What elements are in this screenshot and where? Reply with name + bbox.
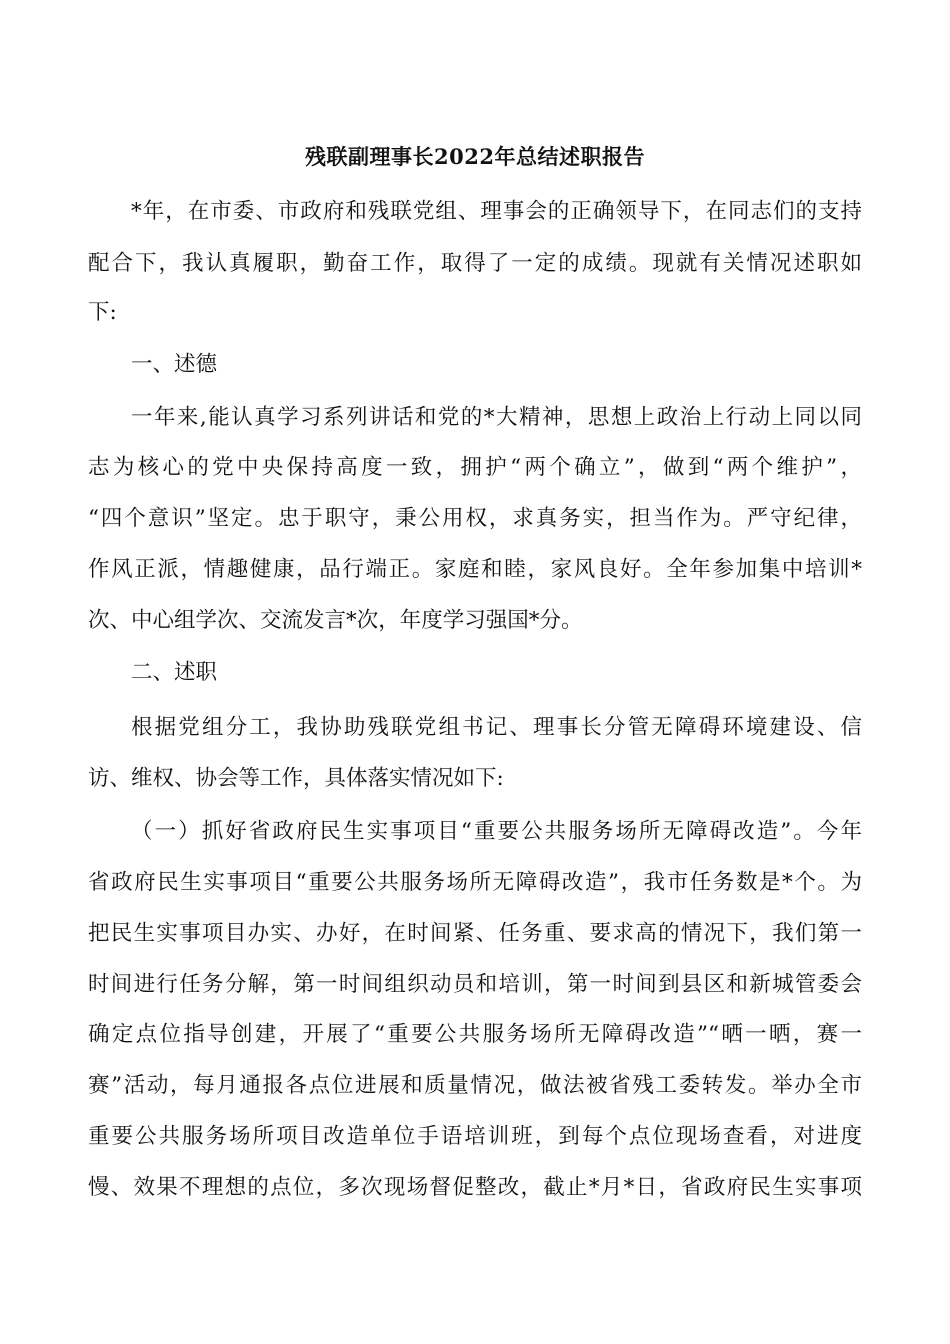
paragraph-line: 下:	[88, 300, 117, 325]
paragraph-line: 慢、效果不理想的点位，多次现场督促整改，截止*月*日，省政府民生实事项	[88, 1175, 862, 1200]
paragraph-line: 时间进行任务分解，第一时间组织动员和培训，第一时间到县区和新城管委会	[88, 972, 862, 997]
paragraph-line: 配合下，我认真履职，勤奋工作，取得了一定的成绩。现就有关情况述职如	[88, 251, 862, 276]
paragraph-line: 根据党组分工，我协助残联党组书记、理事长分管无障碍环境建设、信	[131, 715, 862, 740]
paragraph-line: 重要公共服务场所项目改造单位手语培训班，到每个点位现场查看，对进度	[88, 1124, 862, 1149]
paragraph-line: 访、维权、协会等工作，具体落实情况如下:	[88, 766, 504, 791]
paragraph-line: 赛”活动，每月通报各点位进展和质量情况，做法被省残工委转发。举办全市	[88, 1073, 862, 1098]
section-heading: 一、述德	[131, 352, 218, 377]
paragraph-line: 一年来,能认真学习系列讲话和党的*大精神，思想上政治上行动上同以同	[131, 405, 862, 430]
paragraph-line: *年，在市委、市政府和残联党组、理事会的正确领导下，在同志们的支持	[131, 199, 862, 224]
paragraph-line: 次、中心组学次、交流发言*次，年度学习强国*分。	[88, 608, 583, 633]
paragraph-line: “四个意识”坚定。忠于职守，秉公用权，求真务实，担当作为。严守纪律，	[88, 506, 862, 531]
paragraph-line: 把民生实事项目办实、办好，在时间紧、任务重、要求高的情况下，我们第一	[88, 921, 862, 946]
section-heading: 二、述职	[131, 660, 218, 685]
paragraph-line: 作风正派，情趣健康，品行端正。家庭和睦，家风良好。全年参加集中培训*	[88, 557, 862, 582]
paragraph-line: 省政府民生实事项目“重要公共服务场所无障碍改造”，我市任务数是*个。为	[88, 870, 862, 895]
document-title: 残联副理事长2022年总结述职报告	[305, 144, 645, 169]
paragraph-line: 确定点位指导创建，开展了“重要公共服务场所无障碍改造”“晒一晒，赛一	[88, 1022, 862, 1047]
paragraph-line: 志为核心的党中央保持高度一致，拥护“两个确立”，做到“两个维护”，	[88, 455, 862, 480]
paragraph-line: （一）抓好省政府民生实事项目“重要公共服务场所无障碍改造”。今年	[131, 819, 862, 844]
